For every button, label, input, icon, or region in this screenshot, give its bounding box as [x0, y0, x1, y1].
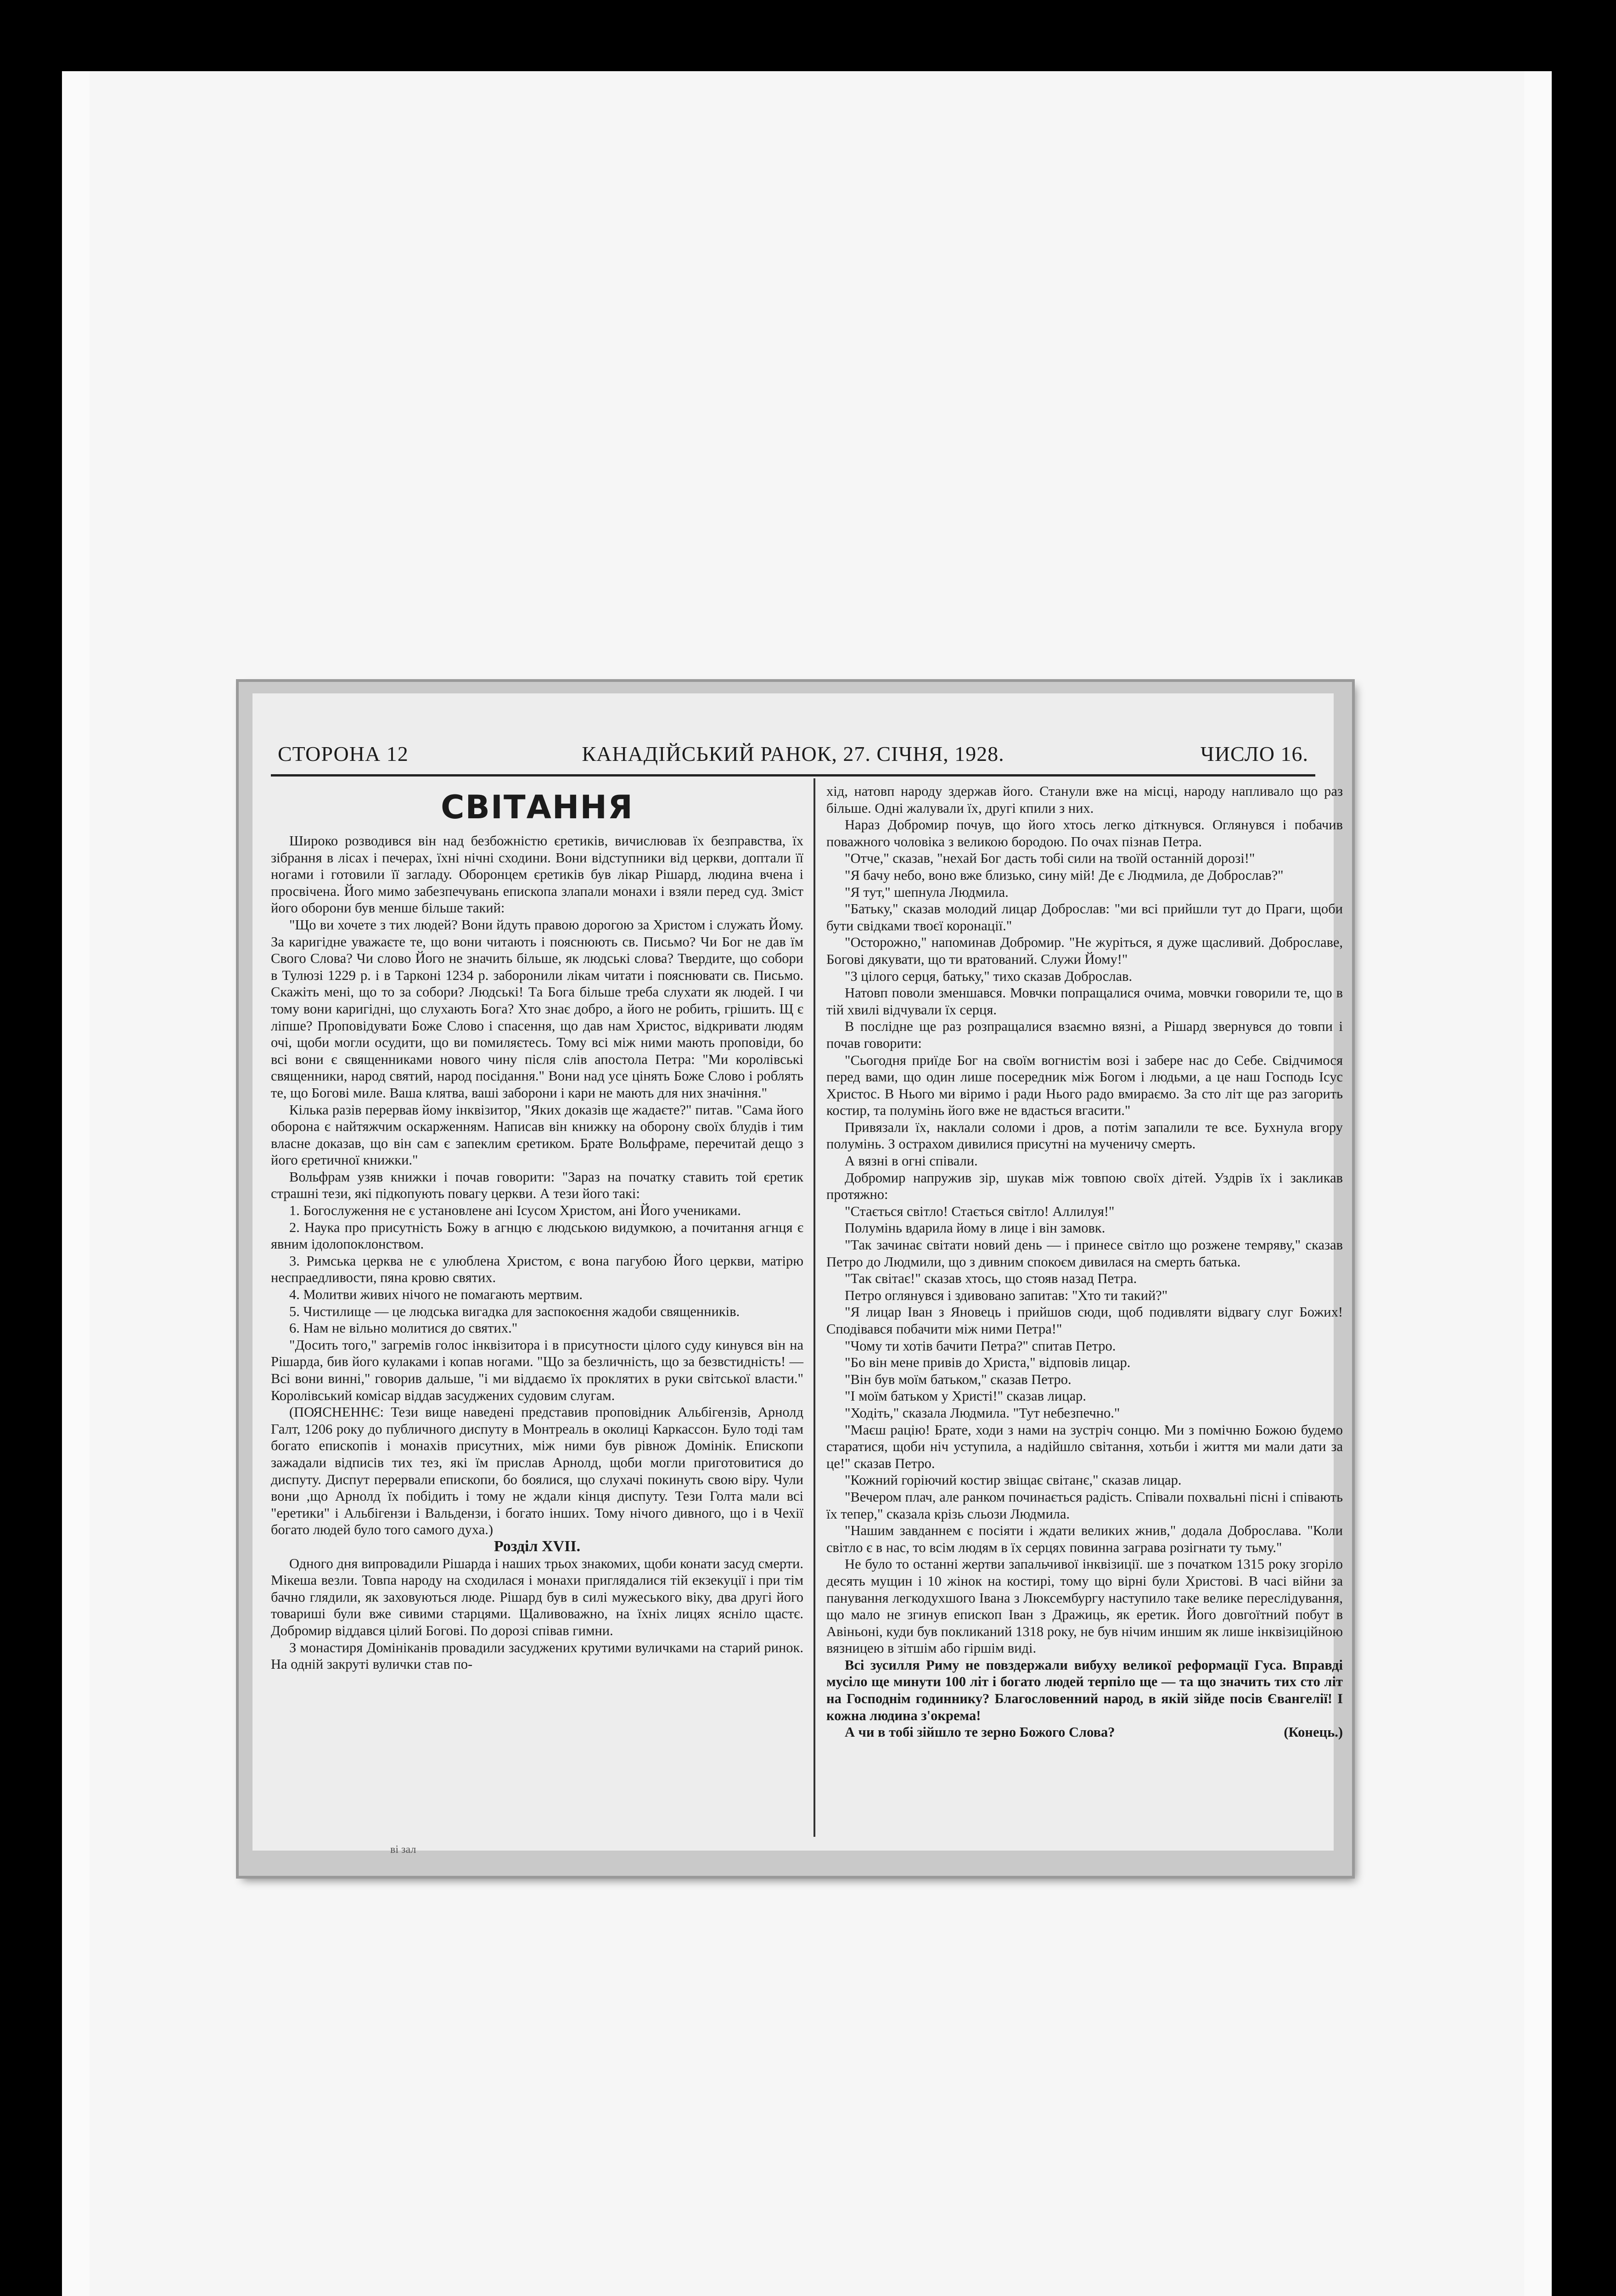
paragraph: "Сьогодня приїде Бог на своїм вогнистім возі і забере нас до Себе. Свідчимося перед вами, що один лише посередник між Богом і людьми, а це наш Господь Ісус Христос. В Нього ми віримо і ради Нього радо вмираємо. За сто літ ще раз загорить костир, та полумінь його вже не вдасться вгасити." — [826, 1052, 1343, 1119]
article-column-right — [826, 783, 1343, 1741]
paragraph: "Я тут," шепнула Людмила. — [845, 884, 1009, 900]
paragraph: хід, натовп народу здержав його. Станули вже на місці, народу напливало що раз більше. Одні жалували їх, другі кпили з них. — [826, 783, 1343, 816]
article-column-left — [271, 783, 803, 1673]
header-rule — [271, 774, 1315, 777]
issue-number: ЧИСЛО 16. — [1200, 742, 1308, 765]
paragraph: "Так зачинає світати новий день — і принесе світло що розжене темряву," сказав Петро до Людмили, що з дивним спокоєм дивилася на смерть батька. — [826, 1237, 1343, 1270]
bottom-smudge-text: ві зал — [390, 1844, 416, 1856]
thesis-item: 5. Чистилище — це людська вигадка для заспокоєння жадоби священників. — [289, 1303, 740, 1319]
paragraph: "З цілого серця, батьку," тихо сказав Доброслав. — [845, 968, 1133, 984]
page-sheet — [252, 693, 1343, 1851]
paragraph: "Що ви хочете з тих людей? Вони йдуть правою дорогою за Христом і служать Йому. За каригідне уважаєте те, що вони читають і пояснюють св. Письмо? Чи Бог не дав їм Свого Слова? Чи слово Його не значить більше, як людські слова? Твердите, що собори в Тулюзі 1229 р. і в Тарконі 1234 р. заборонили лікам читати і пояснювати св. Письмо. Скажіть мені, що то за собори? Людські! Та Бога більше треба слухати як людей. І чи тому вони каригідні, що слухають Бога? Хто знає добро, а його не робить, грішить. Щ є ліпше? Проповідувати Боже Слово і спасення, що дав нам Христос, відкривати людям очі, щоби могли осудити, що ви помиляєтесь. Тому всі між ними мають проповіди, бо всі вони є священниками нового чину після слів апостола Петра: "Ми королівські священники, народ святий, народ посідання." Вони над усе цінять Боже Слово і роблять те, що Богові миле. Ваша клятва, ваші заборони і кари не мають для них значіння." — [271, 917, 803, 1101]
paragraph: Петро оглянувся і здивовано запитав: "Хто ти такий?" — [845, 1287, 1168, 1303]
paragraph: "Я лицар Іван з Яновець і прийшов сюди, щоб подивляти відвагу слуг Божих! Сподівався побачити між ними Петра!" — [826, 1304, 1343, 1337]
paragraph: Вольфрам узяв книжки і почав говорити: "Зараз на початку ставить той єретик страшні тези, які підкопують повагу церкви. А тези його такі: — [271, 1169, 803, 1202]
column-divider — [814, 778, 815, 1837]
page-label: СТОРОНА 12 — [278, 742, 409, 765]
paragraph: З монастиря Домініканів провадили засуджених крутими вуличками на старий ринок. На одній закруті вулички став по- — [271, 1639, 803, 1672]
paragraph: Одного дня випровадили Рішарда і наших трьох знакомих, щоби конати засуд смерти. Мікеша везли. Товпа народу на сходилася і монахи приглядалися тій екзекуції і при тім бачно глядили, як заховуються люде. Рішард був в силі мужеського віку, два другі його товариші були вже сивими старцями. Щаливоважно, на їхніх лицях ясніло щастє. Добромир віддався цілий Богові. По дорозі співав гимни. — [271, 1555, 803, 1638]
paragraph: А вязні в огні співали. — [845, 1153, 978, 1169]
paragraph: "Стається світло! Стається світло! Аллилуя!" — [845, 1203, 1115, 1219]
paragraph: "Досить того," загремів голос інквізитора і в присутности цілого суду кинувся він на Рішарда, бив його кулаками і копав ногами. "Що за безличність, що за безвстидність! — Всі вони винні," говорив дальше, "і ми віддаємо їх проклятих в руки світської власти." Королівський комісар віддав засуджених судовим слугам. — [271, 1337, 803, 1403]
thesis-item: 4. Молитви живих нічого не помагають мертвим. — [289, 1287, 583, 1303]
paragraph: "Кожний горіючий костир звіщає світанє," сказав лицар. — [845, 1472, 1182, 1488]
closing-question-text: А чи в тобі зійшло те зерно Божого Слова? — [845, 1724, 1115, 1740]
paragraph: "Отче," сказав, "нехай Бог дасть тобі сили на твоїй останній дорозі!" — [845, 850, 1255, 867]
paragraph: "І моїм батьком у Христі!" сказав лицар. — [845, 1388, 1086, 1404]
masthead: КАНАДІЙСЬКИЙ РАНОК, 27. СІЧНЯ, 1928. — [582, 742, 1004, 765]
paragraph: Кілька разів перервав йому інквізитор, "Яких доказів ще жадаєте?" питав. "Сама його оборона є найтяжчим оскарженням. Написав він книжку на оборону своїх блудів і тим власне доказав, що він сам є запеклим єретиком. Брате Вольфраме, перечитай дещо з його єретичної книжки." — [271, 1102, 803, 1168]
paragraph: "Він був моїм батьком," сказав Петро. — [845, 1371, 1072, 1387]
explanation-note: (ПОЯСНЕННЄ: Тези вище наведені представив проповідник Альбігензів, Арнолд Галт, 1206 року до публичного диспуту в Монтреаль в околиці Каркассон. Було тоді там богато епископів і монахів присутних, між ними був рівнож Домінік. Епископи зажадали відписів тих тез, які їм прислав Арнолд, щоби могли приготовитися до диспуту. Диспут перервали епископи, бо боялися, що слухачі покинуть свою віру. Чули вони ,що Арнолд їх побідить і тому не ждали кінця диспуту. Тези Голта мали всі "еретики" і Альбігензи і Вальдензи, і богато інших. Тому нічого дивного, що і в Чехії богато людей було того самого духа.) — [271, 1404, 803, 1538]
paragraph: "Вечером плач, але ранком починається радість. Співали похвальні пісні і співають їх тепер," сказала крізь сльози Людмила. — [826, 1489, 1343, 1522]
paragraph: Нараз Добромир почув, що його хтось легко діткнувся. Оглянувся і побачив поважного чоловіка з великою бородою. По очах пізнав Петра. — [826, 817, 1343, 850]
film-edge-left — [62, 71, 90, 2296]
paragraph: Не було то останні жертви запальчивої інквізиції. ше з початком 1315 року згоріло десять мущин і 10 жінок на костирі, тому що вірні були Христові. В часі війни за панування легкодухшого Івана з Люксембургу наступило таке велике переслідування, що мало не згинув епископ Іван з Дражиць, як еретик. Його довгоїтний побут в Авіньоні, куди був покликаний 1318 року, не був нічим иншим як лише інквізиційною вязницею в зітшім або гіршім виді. — [826, 1556, 1343, 1656]
paragraph: Натовп поволи зменшався. Мовчки попрaщалися очима, мовчки говорили те, що в тій хвилі відчували їх серця. — [826, 985, 1343, 1018]
paragraph: "Бо він мене привів до Христа," відповів лицар. — [845, 1355, 1131, 1371]
paragraph: "Так світає!" сказав хтось, що стояв назад Петра. — [845, 1271, 1137, 1287]
thesis-item: 3. Римська церква не є улюблена Христом, є вона пагубою Його церкви, матірю неспраедливости, пяна кровю святих. — [271, 1253, 803, 1286]
film-edge-right — [1524, 71, 1552, 2296]
page-header — [278, 742, 1308, 769]
section-heading: Розділ XVII. — [494, 1537, 581, 1555]
paragraph: "Батьку," сказав молодий лицар Доброслав: "ми всі прийшли тут до Праги, щоби бути свідками твоєї коронації." — [826, 901, 1343, 934]
paragraph: Добромир напружив зір, шукав між товпою своїх дітей. Уздрів їх і закликав протяжно: — [826, 1170, 1343, 1203]
paragraph: Полумінь вдарила йому в лице і він замовк. — [845, 1220, 1105, 1236]
closing-question — [826, 1724, 1343, 1741]
paragraph: "Осторожно," напоминав Добромир. "Не журіться, я дуже щасливий. Доброславе, Богові дякувати, що ти вратований. Служи Йому!" — [826, 934, 1343, 967]
paragraph: Широко розводився він над безбожністю єретиків, вичислював їх безправства, їх зібрання в лісах і печерах, їхні нічні сходини. Вони відступники від церкви, доптали її ногами і готовили її загладу. Оборонцем єретиків був лікар Рішард, людина вчена і просвічена. Його мимо забезпечувань епископа злапали монахи і взяли перед суд. Зміст його оборони був менше більше такий: — [271, 833, 803, 916]
article-title: СВІТАННЯ — [441, 788, 634, 826]
paragraph: В послідне ще раз розпращалися взаємно вязні, а Рішард звернувся до товпи і почав говорити: — [826, 1019, 1343, 1051]
paragraph: "Нашим завданнем є посіяти і ждати великих жнив," додала Доброслава. "Коли світло є в нас, то всім людям в їх серцях повинна заграва розігнати ту тьму." — [826, 1523, 1343, 1555]
paragraph: "Ходіть," сказала Людмила. "Тут небезпечно." — [845, 1405, 1120, 1421]
paragraph: Всі зусилля Риму не повздержали вибуху великої реформації Гуса. Вправді мусіло ще минути 100 літ і богато людей терпіло ще — та що значить тих сто літ на Господнім годиннику? Благословенний народ, в якій зійде посів Євангелії! І кожна людина з'окрема! — [826, 1657, 1343, 1723]
paragraph: "Чому ти хотів бачити Петра?" спитав Петро. — [845, 1338, 1116, 1354]
thesis-item: 6. Нам не вільно молитися до святих." — [289, 1320, 518, 1336]
paragraph: "Маєш рацію! Брате, ходи з нами на зустріч сонцю. Ми з помічню Божою будемо старатися, щоби ніч уступила, а надійшло світання, хотьби і життя ми мали дати за це!" сказав Петро. — [826, 1422, 1343, 1471]
thesis-item: 2. Наука про присутність Божу в агнцю є людською видумкою, а почитання агнця є явним ідолопоклонством. — [271, 1219, 803, 1252]
thesis-item: 1. Богослуження не є установлене ані Ісусом Христом, ані Його учениками. — [289, 1203, 741, 1219]
ending-label: (Конець.) — [1284, 1724, 1343, 1740]
paragraph: "Я бачу небо, воно вже близько, сину мій! Де є Людмила, де Доброслав?" — [845, 867, 1284, 883]
paragraph: Привязали їх, наклали соломи і дров, а потім запалили те все. Бухнула вгору полумінь. З острахом дивилися присутні на мученичу смерть. — [826, 1119, 1343, 1152]
newspaper-page — [239, 682, 1352, 1876]
